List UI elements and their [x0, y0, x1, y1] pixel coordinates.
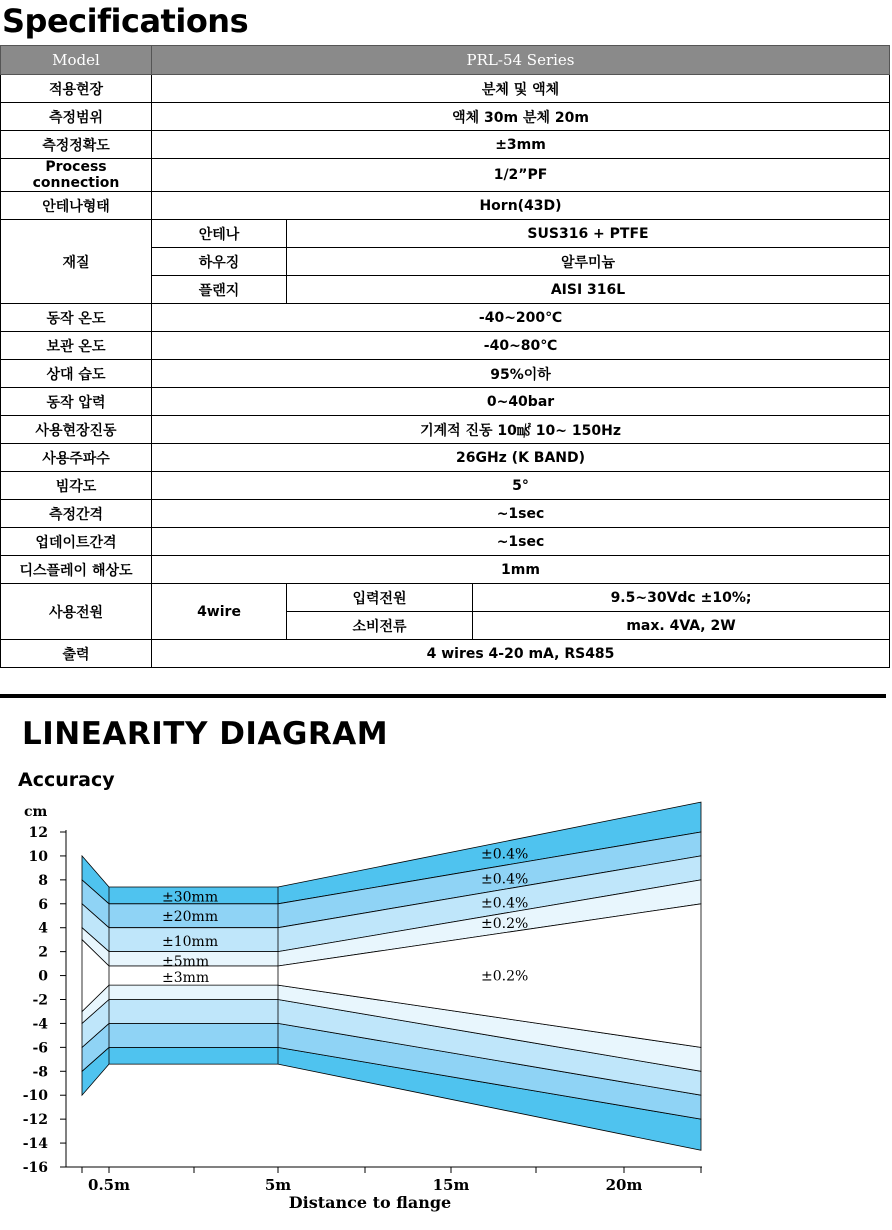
row-value: 액체 30m 분체 20m	[152, 103, 890, 131]
power-sub-label: 소비전류	[287, 612, 473, 640]
y-tick-label: 10	[28, 848, 48, 865]
linearity-title: LINEARITY DIAGRAM	[22, 716, 389, 752]
row-label: 측정간격	[1, 500, 152, 528]
x-tick-label: 5m	[264, 1176, 292, 1194]
row-label: 측정정확도	[1, 131, 152, 159]
y-axis-label: cm	[24, 804, 48, 820]
table-row	[1, 75, 890, 103]
row-value: 95%이하	[152, 360, 890, 388]
row-value: 1/2”PF	[152, 159, 890, 192]
table-row	[1, 304, 890, 332]
y-tick-label: 8	[38, 872, 48, 889]
header-model-label: Model	[1, 46, 152, 75]
x-tick-label: 20m	[605, 1176, 643, 1194]
x-ticks	[82, 1167, 701, 1194]
x-tick-label: 0.5m	[88, 1176, 130, 1194]
material-label: 재질	[1, 220, 152, 304]
row-value: 0~40bar	[152, 388, 890, 416]
y-tick-label: 4	[38, 920, 48, 937]
row-value: ~1sec	[152, 528, 890, 556]
accuracy-subtitle: Accuracy	[18, 769, 115, 791]
power-sub-label: 입력전원	[287, 584, 473, 612]
far-band-label: ±0.4%	[481, 871, 529, 888]
far-band-label: ±0.2%	[481, 915, 529, 932]
material-sub-label: 안테나	[152, 220, 287, 248]
power-wire: 4wire	[152, 584, 287, 640]
table-row	[1, 388, 890, 416]
y-tick-label: -10	[22, 1088, 48, 1105]
row-label: 보관 온도	[1, 332, 152, 360]
y-tick-label: -6	[32, 1040, 48, 1057]
far-band-label: ±0.4%	[481, 846, 529, 863]
power-label: 사용전원	[1, 584, 152, 640]
row-label: 동작 온도	[1, 304, 152, 332]
table-row	[1, 220, 890, 248]
near-band-label: ±3mm	[162, 969, 210, 986]
power-value: max. 4VA, 2W	[473, 612, 890, 640]
row-value: ~1sec	[152, 500, 890, 528]
table-header-row	[1, 46, 890, 75]
x-tick-label: 15m	[432, 1176, 470, 1194]
y-tick-label: 2	[38, 944, 48, 961]
table-row	[1, 528, 890, 556]
y-tick-label: -8	[32, 1064, 48, 1081]
x-axis-label: Distance to flange	[288, 1193, 452, 1212]
row-value: 1mm	[152, 556, 890, 584]
section-divider	[0, 694, 886, 698]
y-tick-label: -4	[32, 1016, 48, 1033]
table-row	[1, 416, 890, 444]
table-row	[1, 192, 890, 220]
y-tick-label: 6	[38, 896, 48, 913]
y-ticks	[23, 825, 66, 1176]
row-value: ±3mm	[152, 131, 890, 159]
table-row	[1, 444, 890, 472]
row-label: 빔각도	[1, 472, 152, 500]
header-model-value: PRL-54 Series	[152, 46, 890, 75]
row-label: 측정범위	[1, 103, 152, 131]
row-label: 사용주파수	[1, 444, 152, 472]
far-band-label: ±0.2%	[481, 968, 529, 985]
row-label: Process connection	[1, 159, 152, 192]
table-row	[1, 131, 890, 159]
y-tick-label: 0	[38, 968, 48, 985]
row-value: -40~200℃	[152, 304, 890, 332]
material-sub-label: 하우징	[152, 248, 287, 276]
row-label: 디스플레이 해상도	[1, 556, 152, 584]
row-label: 업데이트간격	[1, 528, 152, 556]
y-tick-label: -2	[32, 992, 48, 1009]
row-value: 26GHz (K BAND)	[152, 444, 890, 472]
table-row	[1, 584, 890, 612]
row-value: Horn(43D)	[152, 192, 890, 220]
output-value: 4 wires 4-20 mA, RS485	[152, 640, 890, 668]
y-tick-label: -12	[22, 1112, 48, 1129]
material-value: 알루미늄	[287, 248, 890, 276]
specifications-table	[0, 45, 890, 668]
near-band-label: ±30mm	[162, 889, 219, 906]
material-value: AISI 316L	[287, 276, 890, 304]
row-label: 안테나형태	[1, 192, 152, 220]
table-row	[1, 472, 890, 500]
page-title: Specifications	[2, 2, 249, 40]
row-label: 사용현장진동	[1, 416, 152, 444]
y-tick-label: -14	[22, 1136, 48, 1153]
row-value: 분체 및 액체	[152, 75, 890, 103]
row-label: 동작 압력	[1, 388, 152, 416]
row-value: 기계적 진동 10㎨ 10~ 150Hz	[152, 416, 890, 444]
material-sub-label: 플랜지	[152, 276, 287, 304]
power-value: 9.5~30Vdc ±10%;	[473, 584, 890, 612]
table-row	[1, 556, 890, 584]
y-tick-label: 12	[28, 825, 48, 841]
table-row	[1, 640, 890, 668]
table-row	[1, 159, 890, 192]
table-row	[1, 103, 890, 131]
table-row	[1, 500, 890, 528]
far-band-label: ±0.4%	[481, 895, 529, 912]
output-label: 출력	[1, 640, 152, 668]
row-label: 적용현장	[1, 75, 152, 103]
table-row	[1, 360, 890, 388]
near-band-label: ±20mm	[162, 908, 219, 925]
row-label: 상대 습도	[1, 360, 152, 388]
y-tick-label: -16	[22, 1160, 48, 1176]
row-value: 5°	[152, 472, 890, 500]
row-value: -40~80℃	[152, 332, 890, 360]
material-value: SUS316 + PTFE	[287, 220, 890, 248]
near-band-label: ±5mm	[162, 954, 210, 971]
linearity-chart	[0, 790, 892, 1230]
table-row	[1, 332, 890, 360]
near-band-label: ±10mm	[162, 933, 219, 950]
